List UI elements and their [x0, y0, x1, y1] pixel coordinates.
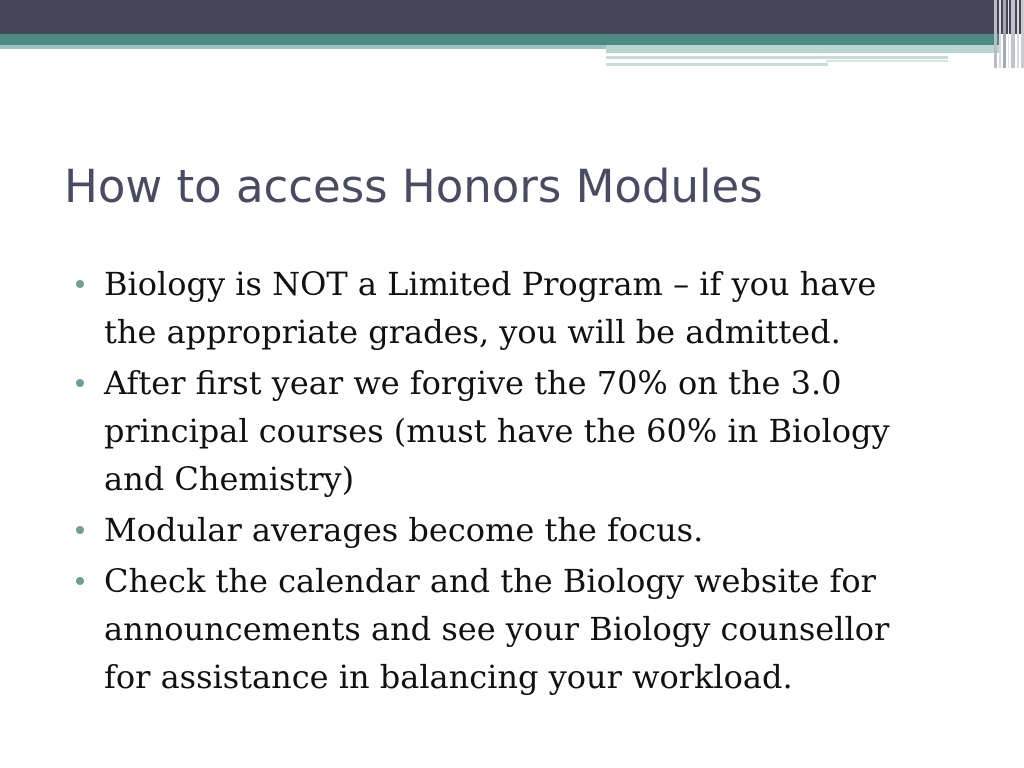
bullet-line: Modular averages become the focus.: [104, 511, 704, 549]
bullet-dot-icon: [76, 379, 84, 387]
header-banner-light-right: [606, 45, 1000, 53]
header-accent-line: [606, 56, 948, 59]
bullet-item: [76, 359, 976, 503]
slide-title: How to access Honors Modules: [64, 160, 763, 213]
bullet-line: principal courses (must have the 60% in Biology: [104, 412, 890, 450]
bullet-line: announcements and see your Biology counsellor: [104, 610, 890, 648]
header-accent-line: [826, 60, 948, 62]
bullet-list: [76, 260, 976, 704]
bullet-item: [76, 506, 976, 554]
bullet-dot-icon: [76, 280, 84, 288]
header-accent-line: [606, 63, 828, 66]
bullet-dot-icon: [76, 577, 84, 585]
header-banner-dark: [0, 0, 1024, 34]
bullet-line: Biology is NOT a Limited Program – if you have: [104, 265, 877, 303]
bullet-item: [76, 557, 976, 701]
bullet-line: Check the calendar and the Biology website for: [104, 562, 876, 600]
header-banner-light: [0, 45, 606, 49]
bullet-line: the appropriate grades, you will be admitted.: [104, 313, 841, 351]
header-banner-teal: [0, 34, 1000, 45]
bullet-line: After first year we forgive the 70% on the 3.0: [104, 364, 842, 402]
bullet-line: and Chemistry): [104, 460, 355, 498]
bullet-item: [76, 260, 976, 356]
header-stripes-decoration: [994, 0, 1024, 68]
bullet-line: for assistance in balancing your workload.: [104, 658, 793, 696]
bullet-dot-icon: [76, 526, 84, 534]
